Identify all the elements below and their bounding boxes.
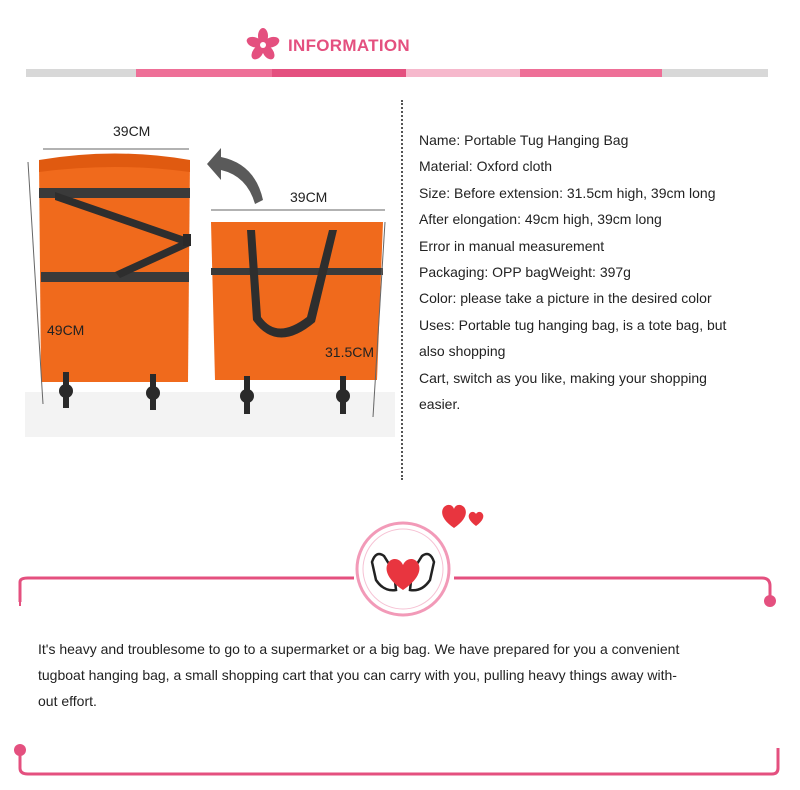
extended-bag-illustration [39, 154, 191, 411]
width-label-compact: 39CM [290, 189, 328, 205]
hands-heart-icon [354, 520, 452, 618]
stripe-segment [406, 69, 520, 77]
info-line: Size: Before extension: 31.5cm high, 39cm long [419, 184, 716, 201]
info-line: Material: Oxford cloth [419, 158, 553, 175]
stripe-segment [136, 69, 272, 77]
height-label-extended: 49CM [47, 322, 85, 338]
info-line: Name: Portable Tug Hanging Bag [419, 132, 629, 148]
description-text [38, 636, 768, 714]
flower-icon [246, 28, 280, 62]
height-label-compact: 31.5CM [325, 344, 375, 360]
info-line: Packaging: OPP bagWeight: 397g [419, 264, 631, 281]
info-line: Uses: Portable tug hanging bag, is a tote bag, but [419, 316, 727, 333]
description-line: out effort. [38, 693, 97, 709]
stripe-segment [662, 69, 768, 77]
section-divider-bottom [12, 740, 788, 780]
info-line: Error in manual measurement [419, 237, 605, 254]
width-label-extended: 39CM [113, 123, 151, 139]
stripe-segment [26, 69, 136, 77]
info-line: easier. [419, 396, 461, 413]
info-header [0, 28, 800, 58]
info-line: also shopping [419, 343, 506, 360]
info-line: After elongation: 49cm high, 39cm long [419, 211, 662, 228]
info-line: Cart, switch as you like, making your shopping [419, 369, 707, 386]
info-line: Color: please take a picture in the desired color [419, 290, 712, 307]
description-line: tugboat hanging bag, a small shopping cart that you can carry with you, pulling heavy things away with- [38, 667, 677, 683]
description-line: It's heavy and troublesome to go to a supermarket or a big bag. We have prepared for you a convenient [38, 641, 680, 657]
product-info-list [419, 127, 789, 417]
product-photo [25, 112, 395, 437]
vertical-dotted-divider [401, 100, 403, 480]
header-title: INFORMATION [288, 36, 410, 55]
stripe-segment [272, 69, 406, 77]
stripe-segment [520, 69, 662, 77]
